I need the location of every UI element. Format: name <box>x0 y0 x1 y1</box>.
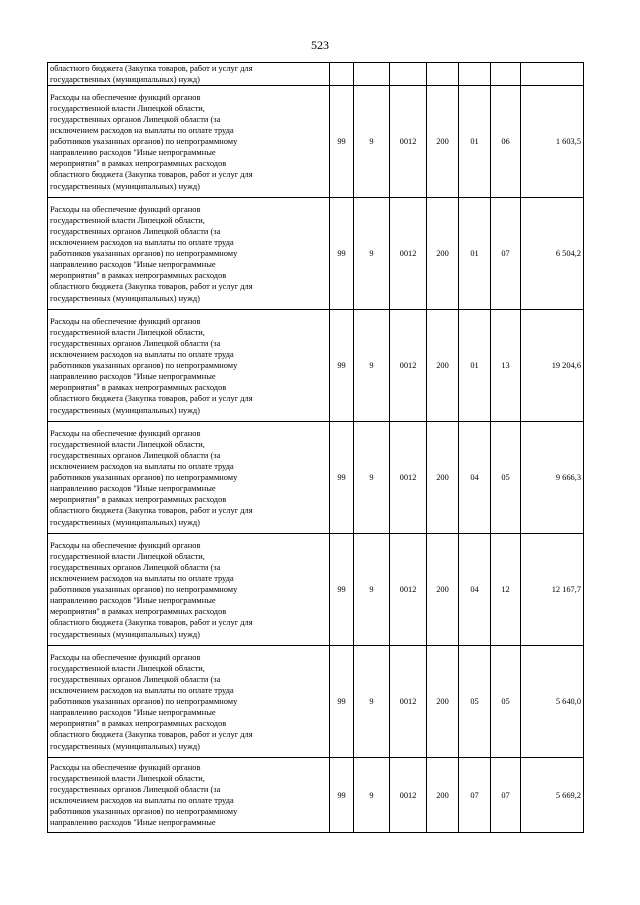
row-code-3: 0012 <box>390 86 427 198</box>
row-code-4: 200 <box>427 646 459 758</box>
row-code-2: 9 <box>354 422 390 534</box>
row-code-4: 200 <box>427 310 459 422</box>
table-row <box>48 310 584 422</box>
table-row <box>48 422 584 534</box>
row-amount: 9 666,3 <box>521 422 584 534</box>
row-code-5: 01 <box>459 310 491 422</box>
row-code-6 <box>491 63 521 86</box>
row-description: Расходы на обеспечение функций органов государственной власти Липецкой области, государственных органов Липецкой области (за исключением расходов на выплаты по оплате труда работников указанных органов) по непрограммному направлению расходов "Иные непрограммные <box>48 758 330 833</box>
row-code-2: 9 <box>354 310 390 422</box>
row-code-3: 0012 <box>390 534 427 646</box>
row-code-1: 99 <box>330 422 354 534</box>
row-code-6: 05 <box>491 422 521 534</box>
row-code-2: 9 <box>354 86 390 198</box>
row-description: Расходы на обеспечение функций органов государственной власти Липецкой области, государственных органов Липецкой области (за исключением расходов на выплаты по оплате труда работников указанных органов) по непрограммному направлению расходов "Иные непрограммные мероприятия" в рамках непрограммных расходов областного бюджета (Закупка товаров, работ и услуг для государственных (муниципальных) нужд) <box>48 198 330 310</box>
row-code-3: 0012 <box>390 758 427 833</box>
row-code-4: 200 <box>427 422 459 534</box>
row-code-1 <box>330 63 354 86</box>
table-row <box>48 534 584 646</box>
row-code-3: 0012 <box>390 422 427 534</box>
row-amount: 19 204,6 <box>521 310 584 422</box>
row-code-3 <box>390 63 427 86</box>
row-code-3: 0012 <box>390 198 427 310</box>
table-row <box>48 198 584 310</box>
row-code-4: 200 <box>427 758 459 833</box>
row-amount: 5 669,2 <box>521 758 584 833</box>
row-code-1: 99 <box>330 198 354 310</box>
row-code-6: 05 <box>491 646 521 758</box>
row-code-4: 200 <box>427 534 459 646</box>
row-code-1: 99 <box>330 646 354 758</box>
row-code-6: 07 <box>491 198 521 310</box>
row-description: Расходы на обеспечение функций органов государственной власти Липецкой области, государственных органов Липецкой области (за исключением расходов на выплаты по оплате труда работников указанных органов) по непрограммному направлению расходов "Иные непрограммные мероприятия" в рамках непрограммных расходов областного бюджета (Закупка товаров, работ и услуг для государственных (муниципальных) нужд) <box>48 422 330 534</box>
page-number: 523 <box>311 38 329 52</box>
row-code-5: 04 <box>459 422 491 534</box>
row-code-5: 01 <box>459 86 491 198</box>
table-row <box>48 86 584 198</box>
row-amount: 12 167,7 <box>521 534 584 646</box>
row-code-5 <box>459 63 491 86</box>
row-code-2: 9 <box>354 758 390 833</box>
row-code-2 <box>354 63 390 86</box>
row-code-6: 06 <box>491 86 521 198</box>
row-description: Расходы на обеспечение функций органов государственной власти Липецкой области, государственных органов Липецкой области (за исключением расходов на выплаты по оплате труда работников указанных органов) по непрограммному направлению расходов "Иные непрограммные мероприятия" в рамках непрограммных расходов областного бюджета (Закупка товаров, работ и услуг для государственных (муниципальных) нужд) <box>48 534 330 646</box>
row-code-5: 05 <box>459 646 491 758</box>
row-code-6: 12 <box>491 534 521 646</box>
row-code-4 <box>427 63 459 86</box>
row-code-1: 99 <box>330 86 354 198</box>
row-code-2: 9 <box>354 198 390 310</box>
row-code-2: 9 <box>354 646 390 758</box>
row-code-6: 07 <box>491 758 521 833</box>
table-row <box>48 646 584 758</box>
table-row <box>48 63 584 86</box>
row-amount <box>521 63 584 86</box>
row-description: областного бюджета (Закупка товаров, работ и услуг для государственных (муниципальных) нужд) <box>48 63 330 86</box>
row-code-6: 13 <box>491 310 521 422</box>
row-amount: 5 640,0 <box>521 646 584 758</box>
row-code-4: 200 <box>427 198 459 310</box>
row-code-5: 04 <box>459 534 491 646</box>
row-code-3: 0012 <box>390 646 427 758</box>
row-code-2: 9 <box>354 534 390 646</box>
row-code-1: 99 <box>330 758 354 833</box>
row-description: Расходы на обеспечение функций органов государственной власти Липецкой области, государственных органов Липецкой области (за исключением расходов на выплаты по оплате труда работников указанных органов) по непрограммному направлению расходов "Иные непрограммные мероприятия" в рамках непрограммных расходов областного бюджета (Закупка товаров, работ и услуг для государственных (муниципальных) нужд) <box>48 310 330 422</box>
row-code-1: 99 <box>330 534 354 646</box>
budget-table <box>47 62 584 833</box>
row-code-1: 99 <box>330 310 354 422</box>
row-code-5: 07 <box>459 758 491 833</box>
table-row <box>48 758 584 833</box>
row-code-4: 200 <box>427 86 459 198</box>
row-description: Расходы на обеспечение функций органов государственной власти Липецкой области, государственных органов Липецкой области (за исключением расходов на выплаты по оплате труда работников указанных органов) по непрограммному направлению расходов "Иные непрограммные мероприятия" в рамках непрограммных расходов областного бюджета (Закупка товаров, работ и услуг для государственных (муниципальных) нужд) <box>48 86 330 198</box>
row-code-3: 0012 <box>390 310 427 422</box>
row-amount: 1 603,5 <box>521 86 584 198</box>
row-description: Расходы на обеспечение функций органов государственной власти Липецкой области, государственных органов Липецкой области (за исключением расходов на выплаты по оплате труда работников указанных органов) по непрограммному направлению расходов "Иные непрограммные мероприятия" в рамках непрограммных расходов областного бюджета (Закупка товаров, работ и услуг для государственных (муниципальных) нужд) <box>48 646 330 758</box>
row-code-5: 01 <box>459 198 491 310</box>
row-amount: 6 504,2 <box>521 198 584 310</box>
